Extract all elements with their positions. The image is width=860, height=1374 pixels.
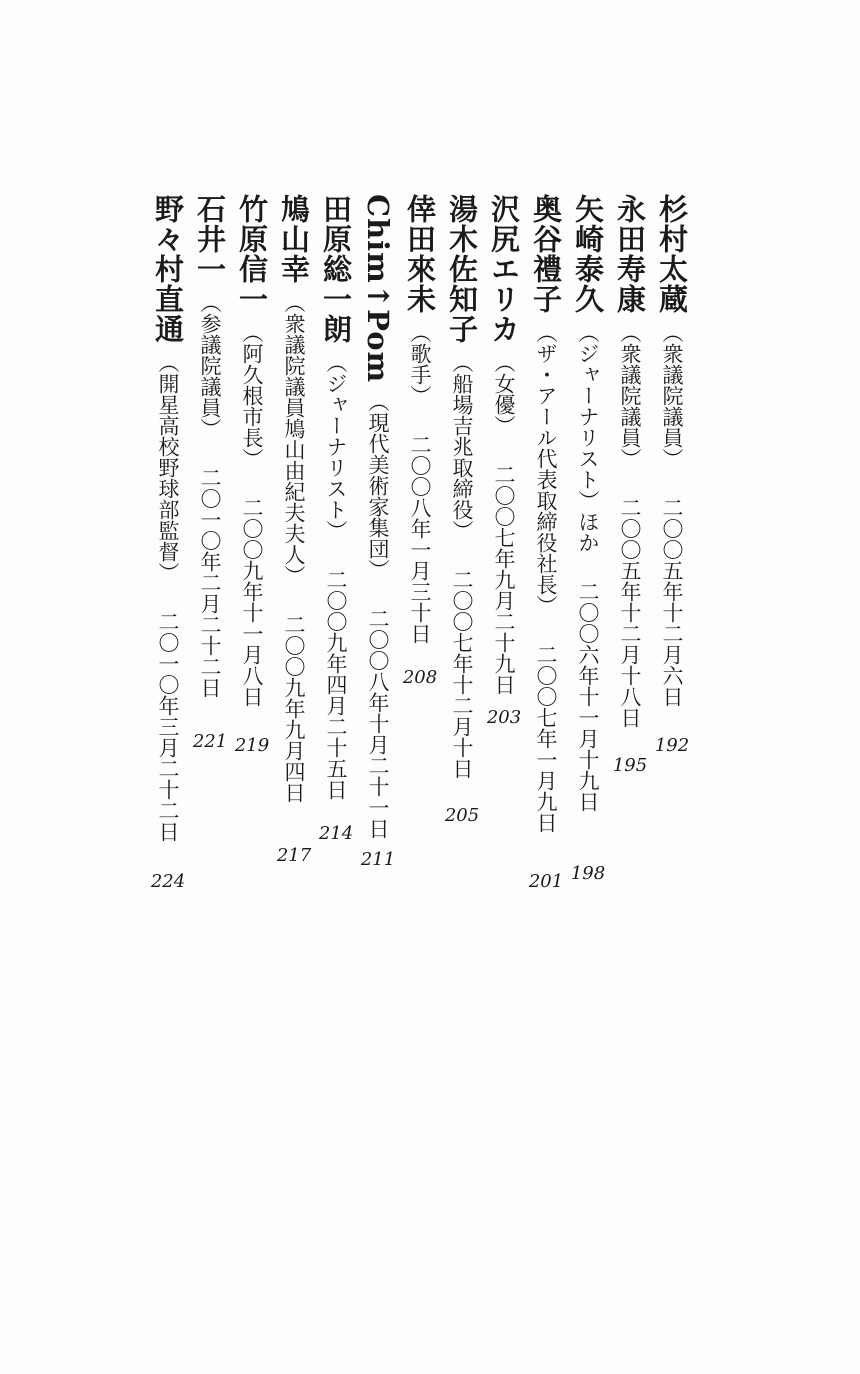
entry-page-number: 198 xyxy=(570,863,606,884)
entry-role: （参議院議員） xyxy=(198,292,222,439)
toc-entry xyxy=(358,194,398,914)
entry-role: （船場吉兆取締役） xyxy=(450,352,474,541)
entry-role: （歌手） xyxy=(408,322,432,406)
toc-entry xyxy=(484,194,524,914)
entry-name: 湯木佐知子 xyxy=(445,194,479,344)
entry-name: 石井一 xyxy=(193,194,227,284)
entry-page-number: 203 xyxy=(486,707,522,728)
entry-name: 矢崎泰久 xyxy=(571,194,605,314)
entry-page-number: 221 xyxy=(192,731,228,752)
entry-date: 二〇〇七年十二月十日 xyxy=(450,569,474,779)
toc-entry xyxy=(442,194,482,914)
entry-page-number: 219 xyxy=(234,735,270,756)
entry-page-number: 201 xyxy=(528,871,564,892)
entry-date: 二〇一〇年三月二十二日 xyxy=(156,611,180,842)
entry-page-number: 192 xyxy=(654,735,690,756)
entry-name: 竹原信一 xyxy=(235,194,269,314)
entry-role: （衆議院議員鳩山由紀夫夫人） xyxy=(282,292,306,586)
entry-page-number: 211 xyxy=(360,849,396,870)
entry-page-number: 214 xyxy=(318,823,354,844)
entry-role: （女優） xyxy=(492,352,516,436)
entry-name: 倖田來未 xyxy=(403,194,437,314)
entry-role: （阿久根市長） xyxy=(240,322,264,469)
entry-date: 二〇〇九年十一月八日 xyxy=(240,497,264,707)
entry-date: 二〇〇五年十二月十八日 xyxy=(618,497,642,728)
entry-name: 杉村太蔵 xyxy=(655,194,689,314)
toc-entry xyxy=(274,194,314,914)
entry-date: 二〇〇九年九月四日 xyxy=(282,614,306,803)
entry-name: 田原総一朗 xyxy=(319,194,353,344)
entry-role: （ジャーナリスト） xyxy=(324,352,348,541)
entry-name: 野々村直通 xyxy=(151,194,185,344)
entry-date: 二〇〇七年九月二十九日 xyxy=(492,464,516,695)
toc-entry xyxy=(190,194,230,914)
entry-page-number: 195 xyxy=(612,755,648,776)
toc-entry xyxy=(232,194,272,914)
entry-role: （衆議院議員） xyxy=(660,322,684,469)
toc-entry xyxy=(148,194,188,914)
entry-role: （現代美術家集団） xyxy=(366,391,390,581)
entry-name: Chim↑Pom xyxy=(361,194,395,384)
entry-date: 二〇一〇年二月二十二日 xyxy=(198,467,222,698)
entry-date: 二〇〇九年四月二十五日 xyxy=(324,569,348,800)
entry-date: 二〇〇五年十二月六日 xyxy=(660,497,684,707)
table-of-contents xyxy=(132,194,692,914)
entry-date: 二〇〇六年十一月十九日 xyxy=(576,581,600,812)
entry-role: （衆議院議員） xyxy=(618,322,642,469)
toc-entry xyxy=(316,194,356,914)
entry-page-number: 205 xyxy=(444,805,480,826)
entry-page-number: 217 xyxy=(276,845,312,866)
entry-page-number: 224 xyxy=(150,871,186,892)
entry-name: 奥谷禮子 xyxy=(529,194,563,314)
entry-name: 永田寿康 xyxy=(613,194,647,314)
toc-entry xyxy=(652,194,692,914)
entry-role: （ジャーナリスト）ほか xyxy=(576,322,600,553)
entry-role: （開星高校野球部監督） xyxy=(156,352,180,583)
entry-date: 二〇〇八年十月二十一日 xyxy=(366,608,390,840)
toc-entry xyxy=(568,194,608,914)
entry-page-number: 208 xyxy=(402,667,438,688)
entry-date: 二〇〇八年一月三十日 xyxy=(408,434,432,644)
toc-entry xyxy=(400,194,440,914)
toc-entry xyxy=(610,194,650,914)
entry-name: 鳩山幸 xyxy=(277,194,311,284)
entry-date: 二〇〇七年一月九日 xyxy=(534,644,558,833)
entry-name: 沢尻エリカ xyxy=(487,194,521,344)
toc-entry xyxy=(526,194,566,914)
entry-role: （ザ・アール代表取締役社長） xyxy=(534,322,558,616)
